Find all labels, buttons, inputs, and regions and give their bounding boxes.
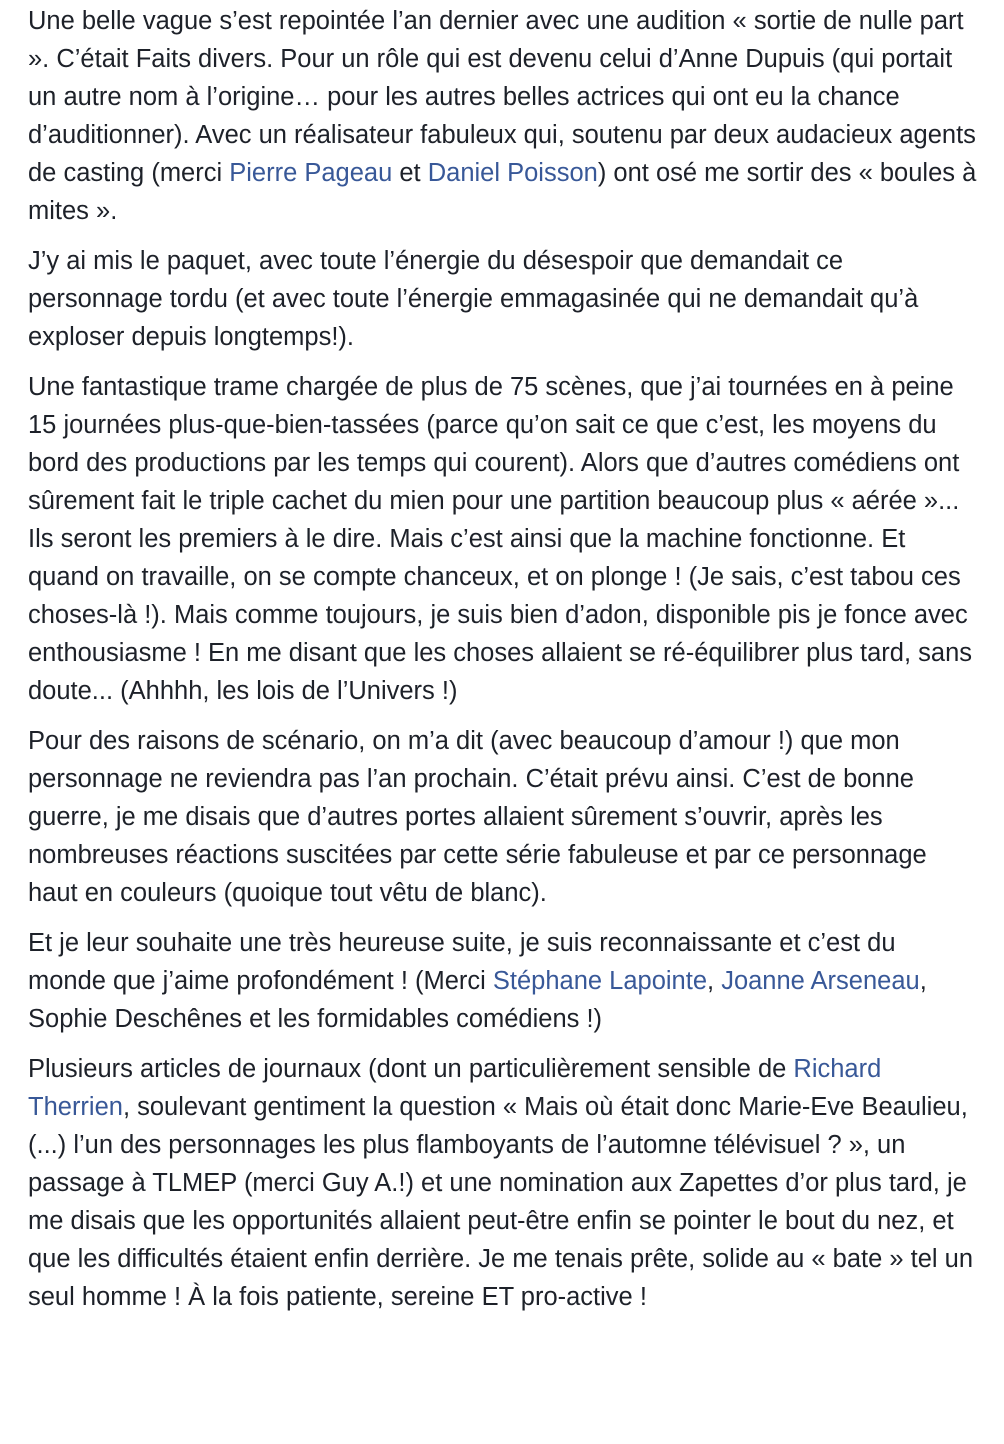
paragraph-5 <box>28 924 980 1038</box>
text-segment: , soulevant gentiment la question « Mais où était donc Marie-Eve Beaulieu, (...) l’un des personnages les plus flamboyants de l’automne télévisuel ? », un passage à TLMEP (merci Guy A.!) et une nomination aux Zapettes d’or plus tard, je me disais que les opportunités allaient peut-être enfin se pointer le bout du nez, et que les difficultés étaient enfin derrière. Je me tenais prête, solide au « bate » tel un seul homme ! À la fois patiente, sereine ET pro-active ! <box>28 1093 974 1311</box>
text-segment: ) ont osé me sortir des « boules à mites ». <box>28 159 977 225</box>
text-segment: , <box>707 967 722 995</box>
text-segment: Une belle vague s’est repointée l’an dernier avec une audition « sortie de nulle part ». C’était Faits divers. Pour un rôle qui est devenu celui d’Anne Dupuis (qui portait un autre nom à l’origine… pour les autres belles actrices qui ont eu la chance d’auditionner). Avec un réalisateur fabuleux qui, soutenu par deux audacieux agents de casting (merci <box>28 7 976 187</box>
text-segment: Pour des raisons de scénario, on m’a dit (avec beaucoup d’amour !) que mon personnage ne reviendra pas l’an prochain. C’était prévu ainsi. C’est de bonne guerre, je me disais que d’autres portes allaient sûrement s’ouvrir, après les nombreuses réactions suscitées par cette série fabuleuse et par ce personnage haut en couleurs (quoique tout vêtu de blanc). <box>28 727 927 907</box>
paragraph-1 <box>28 2 980 230</box>
mention-link-pierre-pageau[interactable]: Pierre Pageau <box>229 159 393 187</box>
paragraph-2 <box>28 242 980 356</box>
mention-link-daniel-poisson[interactable]: Daniel Poisson <box>427 159 598 187</box>
text-segment: J’y ai mis le paquet, avec toute l’énergie du désespoir que demandait ce personnage tordu (et avec toute l’énergie emmagasinée qui ne demandait qu’à exploser depuis longtemps!). <box>28 247 919 351</box>
text-segment: Plusieurs articles de journaux (dont un particulièrement sensible de <box>28 1055 794 1083</box>
paragraph-3 <box>28 368 980 710</box>
paragraph-6 <box>28 1050 980 1316</box>
mention-link-stephane-lapointe[interactable]: Stéphane Lapointe <box>492 967 708 995</box>
text-segment: Et je leur souhaite une très heureuse suite, je suis reconnaissante et c’est du monde que j’aime profondément ! (Merci <box>28 929 896 995</box>
mention-link-richard-therrien[interactable]: Richard Therrien <box>28 1055 882 1121</box>
mention-link-joanne-arseneau[interactable]: Joanne Arseneau <box>721 967 920 995</box>
paragraph-4 <box>28 722 980 912</box>
text-segment: , Sophie Deschênes et les formidables comédiens !) <box>28 967 927 1033</box>
text-segment: Une fantastique trame chargée de plus de 75 scènes, que j’ai tournées en à peine 15 journées plus-que-bien-tassées (parce qu’on sait ce que c’est, les moyens du bord des productions par les temps qui courent). Alors que d’autres comédiens ont sûrement fait le triple cachet du mien pour une partition beaucoup plus « aérée »... Ils seront les premiers à le dire. Mais c’est ainsi que la machine fonctionne. Et quand on travaille, on se compte chanceux, et on plonge ! (Je sais, c’est tabou ces choses-là !). Mais comme toujours, je suis bien d’adon, disponible pis je fonce avec enthousiasme ! En me disant que les choses allaient se ré-équilibrer plus tard, sans doute... (Ahhhh, les lois de l’Univers !) <box>28 373 973 705</box>
post-body <box>28 2 980 1328</box>
text-segment: et <box>392 159 428 187</box>
